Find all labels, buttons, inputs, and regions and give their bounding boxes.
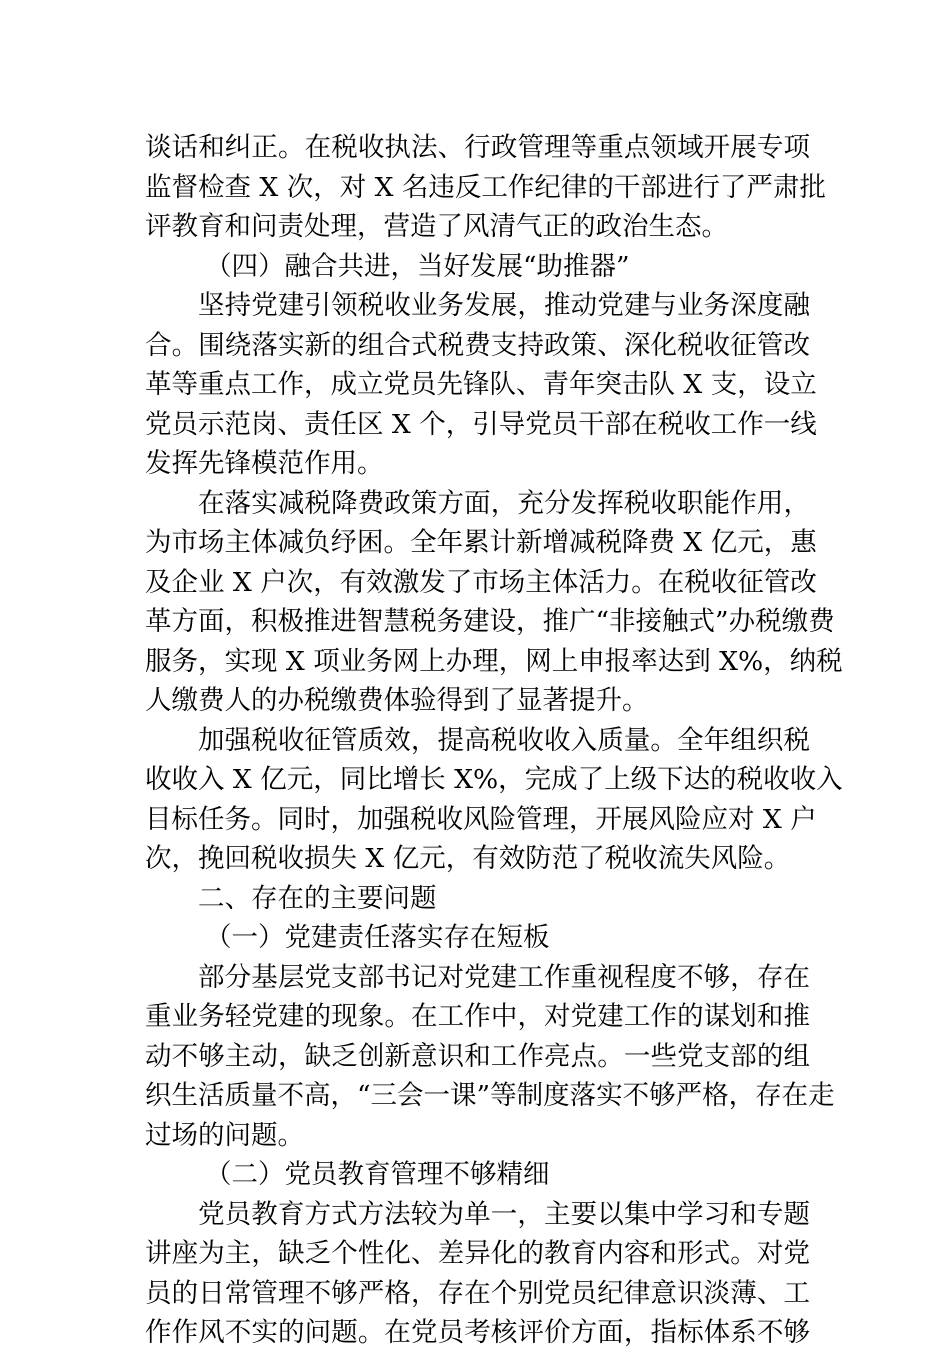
text-line: （一）党建责任落实存在短板 [205, 922, 550, 953]
text-line: 坚持党建引领税收业务发展，推动党建与业务深度融 [198, 290, 810, 321]
text-line: 过场的问题。 [145, 1119, 304, 1151]
text-line: （二）党员教育管理不够精细 [205, 1159, 550, 1190]
text-line: （四）融合共进，当好发展“助推器” [205, 250, 630, 282]
text-line: 部分基层党支部书记对党建工作重视程度不够，存在 [198, 961, 810, 993]
text-line: 合。围绕落实新的组合式税费支持政策、深化税收征管改 [145, 329, 810, 361]
text-line: 讲座为主，缺乏个性化、差异化的教育内容和形式。对党 [145, 1238, 810, 1269]
text-line: 二、存在的主要问题 [198, 882, 437, 914]
text-line: 及企业 X 户次，有效激发了市场主体活力。在税收征管改 [145, 566, 817, 598]
text-line: 评教育和问责处理，营造了风清气正的政治生态。 [145, 211, 728, 242]
text-line: 为市场主体减负纾困。全年累计新增减税降费 X 亿元，惠 [145, 527, 817, 558]
document-body [145, 128, 843, 1353]
text-line: 员的日常管理不够严格，存在个别党员纪律意识淡薄、工 [145, 1277, 810, 1309]
text-line: 收收入 X 亿元，同比增长 X%，完成了上级下达的税收收入 [145, 764, 843, 795]
text-line: 服务，实现 X 项业务网上办理，网上申报率达到 X%，纳税 [145, 645, 843, 677]
text-line: 发挥先锋模范作用。 [145, 448, 384, 479]
text-line: 革等重点工作，成立党员先锋队、青年突击队 X 支，设立 [145, 369, 817, 400]
text-line: 重业务轻党建的现象。在工作中，对党建工作的谋划和推 [145, 1001, 810, 1032]
text-line: 党员示范岗、责任区 X 个，引导党员干部在税收工作一线 [145, 408, 817, 440]
text-line: 加强税收征管质效，提高税收收入质量。全年组织税 [198, 724, 810, 756]
text-line: 党员教育方式方法较为单一，主要以集中学习和专题 [198, 1198, 810, 1230]
text-line: 监督检查 X 次，对 X 名违反工作纪律的干部进行了严肃批 [145, 171, 826, 203]
text-line: 在落实减税降费政策方面，充分发挥税收职能作用， [198, 487, 810, 519]
text-line: 次，挽回税收损失 X 亿元，有效防范了税收流失风险。 [145, 843, 791, 874]
text-line: 人缴费人的办税缴费体验得到了显著提升。 [145, 685, 649, 716]
text-line: 织生活质量不高，“三会一课”等制度落实不够严格，存在走 [145, 1080, 835, 1111]
text-line: 动不够主动，缺乏创新意识和工作亮点。一些党支部的组 [145, 1040, 810, 1072]
text-line: 革方面，积极推进智慧税务建设，推广“非接触式”办税缴费 [145, 606, 835, 637]
text-line: 目标任务。同时，加强税收风险管理，开展风险应对 X 户 [145, 803, 817, 835]
text-line: 谈话和纠正。在税收执法、行政管理等重点领域开展专项 [145, 132, 810, 163]
text-line: 作作风不实的问题。在党员考核评价方面，指标体系不够 [145, 1317, 810, 1348]
